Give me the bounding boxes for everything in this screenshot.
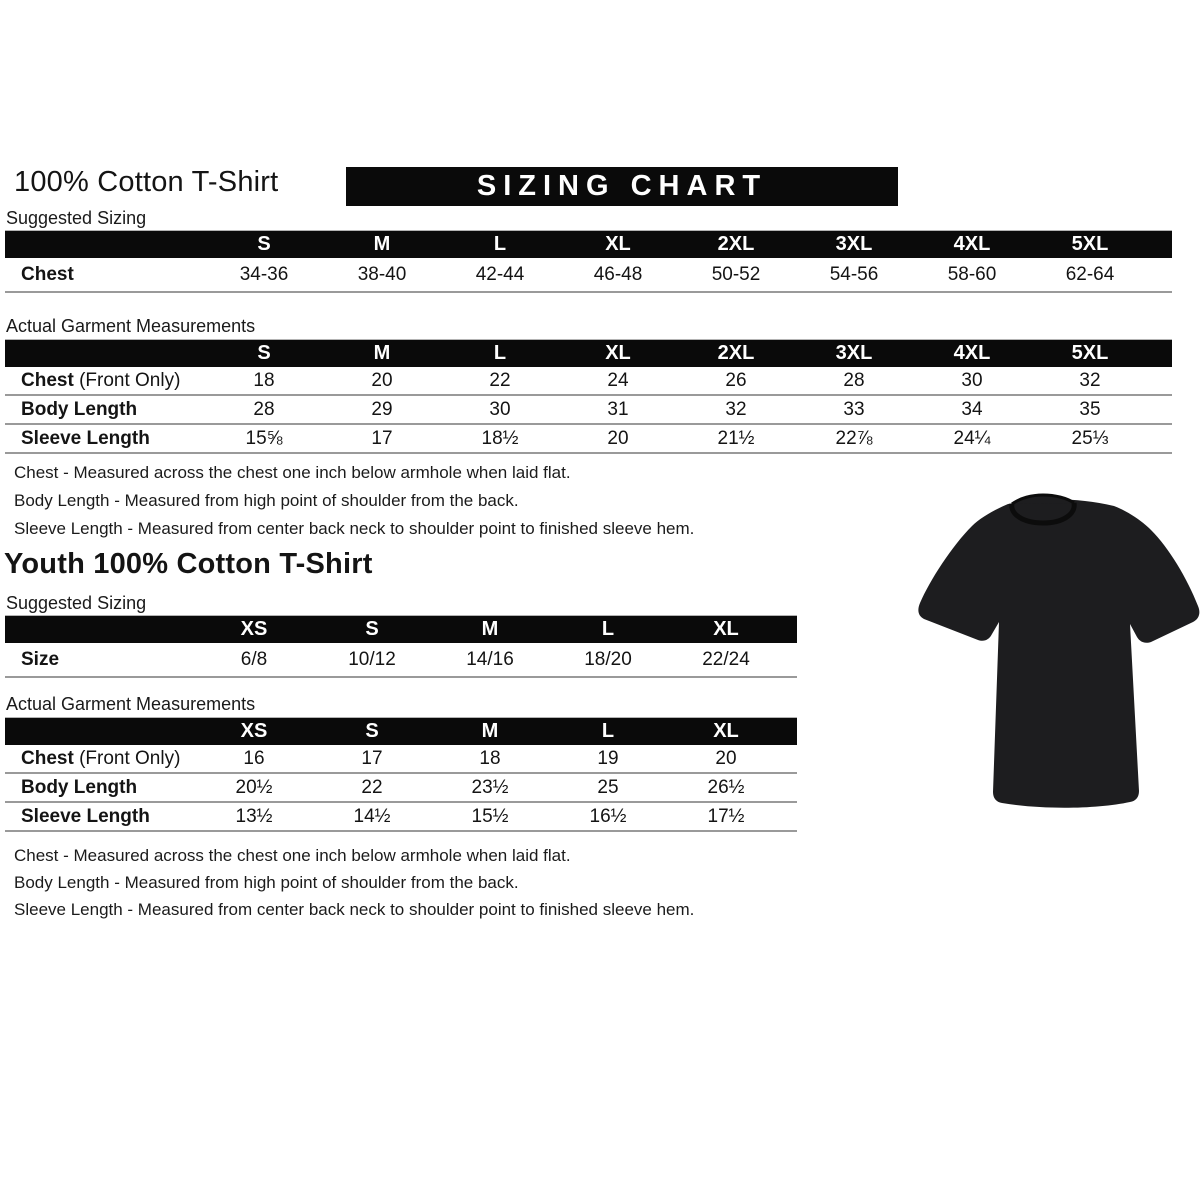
cell: 10/12 bbox=[348, 648, 396, 670]
table-row bbox=[5, 643, 797, 678]
table-header-row bbox=[5, 717, 797, 745]
cell: 20 bbox=[371, 369, 393, 391]
youth-actual-table bbox=[5, 717, 797, 832]
column-header: 2XL bbox=[717, 342, 755, 364]
cell: 18/20 bbox=[584, 648, 632, 670]
column-header: XL bbox=[605, 342, 631, 364]
note-sleeve-length: Sleeve Length - Measured from center back neck to shoulder point to finished sleeve hem. bbox=[14, 519, 695, 538]
cell: 24 bbox=[607, 369, 629, 391]
adult-suggested-label: Suggested Sizing bbox=[6, 208, 147, 228]
cell: 26½ bbox=[707, 776, 745, 798]
cell: 22 bbox=[489, 369, 511, 391]
cell: 29 bbox=[371, 398, 393, 420]
adult-actual-label: Actual Garment Measurements bbox=[6, 316, 256, 336]
table-row bbox=[5, 367, 1172, 396]
cell: 32 bbox=[1079, 369, 1101, 391]
table-row bbox=[5, 745, 797, 774]
cell: 31 bbox=[607, 398, 629, 420]
column-header: 5XL bbox=[1071, 233, 1109, 255]
adult-actual-table bbox=[5, 339, 1172, 454]
cell: 28 bbox=[253, 398, 275, 420]
column-header: XS bbox=[240, 720, 268, 742]
column-header: S bbox=[257, 342, 271, 364]
table-row bbox=[5, 258, 1172, 293]
cell: 21½ bbox=[717, 427, 755, 449]
column-header: S bbox=[365, 720, 379, 742]
row-label: Body Length bbox=[21, 398, 138, 420]
cell: 32 bbox=[725, 398, 747, 420]
note-chest: Chest - Measured across the chest one inch below armhole when laid flat. bbox=[14, 846, 571, 865]
cell: 50-52 bbox=[711, 263, 761, 285]
cell: 6/8 bbox=[240, 648, 268, 670]
table-header-row bbox=[5, 230, 1172, 258]
youth-suggested-label: Suggested Sizing bbox=[6, 593, 147, 613]
table-row bbox=[5, 774, 797, 803]
adult-suggested-table bbox=[5, 230, 1172, 293]
cell: 42-44 bbox=[475, 263, 525, 285]
table-row bbox=[5, 425, 1172, 454]
cell: 54-56 bbox=[829, 263, 879, 285]
cell: 20 bbox=[715, 747, 737, 769]
row-label: Chest (Front Only) bbox=[21, 369, 181, 391]
cell: 58-60 bbox=[947, 263, 997, 285]
column-header: 3XL bbox=[835, 233, 873, 255]
column-header: XL bbox=[713, 618, 739, 640]
row-label: Sleeve Length bbox=[21, 805, 150, 827]
cell: 20½ bbox=[235, 776, 273, 798]
cell: 34-36 bbox=[239, 263, 289, 285]
sizing-chart-banner: SIZING CHART bbox=[346, 167, 898, 206]
cell: 34 bbox=[961, 398, 983, 420]
cell: 30 bbox=[489, 398, 511, 420]
cell: 14½ bbox=[353, 805, 391, 827]
column-header: M bbox=[373, 342, 391, 364]
column-header: 4XL bbox=[953, 233, 991, 255]
column-header: 5XL bbox=[1071, 342, 1109, 364]
column-header: S bbox=[365, 618, 379, 640]
cell: 46-48 bbox=[593, 263, 643, 285]
cell: 18 bbox=[253, 369, 275, 391]
column-header: XS bbox=[240, 618, 268, 640]
column-header: L bbox=[493, 233, 507, 255]
cell: 17 bbox=[371, 427, 393, 449]
table-header-row bbox=[5, 339, 1172, 367]
row-label: Chest (Front Only) bbox=[21, 747, 181, 769]
cell: 14/16 bbox=[466, 648, 514, 670]
cell: 20 bbox=[607, 427, 629, 449]
column-header: 2XL bbox=[717, 233, 755, 255]
note-sleeve-length: Sleeve Length - Measured from center back neck to shoulder point to finished sleeve hem. bbox=[14, 900, 695, 919]
column-header: L bbox=[601, 720, 615, 742]
column-header: M bbox=[481, 720, 499, 742]
note-chest: Chest - Measured across the chest one inch below armhole when laid flat. bbox=[14, 463, 571, 482]
tshirt-photo bbox=[880, 468, 1200, 828]
cell: 15⅝ bbox=[245, 427, 283, 449]
page-title: 100% Cotton T-Shirt bbox=[14, 166, 279, 198]
cell: 18½ bbox=[481, 427, 519, 449]
cell: 13½ bbox=[235, 805, 273, 827]
table-header-row bbox=[5, 615, 797, 643]
cell: 17½ bbox=[707, 805, 745, 827]
column-header: L bbox=[601, 618, 615, 640]
table-row bbox=[5, 803, 797, 832]
column-header: M bbox=[481, 618, 499, 640]
cell: 16½ bbox=[589, 805, 627, 827]
column-header: 4XL bbox=[953, 342, 991, 364]
cell: 16 bbox=[243, 747, 265, 769]
cell: 17 bbox=[361, 747, 383, 769]
cell: 62-64 bbox=[1065, 263, 1115, 285]
row-label: Chest bbox=[21, 263, 74, 285]
cell: 35 bbox=[1079, 398, 1101, 420]
cell: 22⅞ bbox=[835, 427, 873, 449]
tshirt-silhouette-icon bbox=[880, 468, 1200, 828]
cell: 23½ bbox=[471, 776, 509, 798]
cell: 26 bbox=[725, 369, 747, 391]
cell: 25 bbox=[597, 776, 619, 798]
cell: 28 bbox=[843, 369, 865, 391]
row-label: Size bbox=[21, 648, 60, 670]
youth-title: Youth 100% Cotton T-Shirt bbox=[4, 548, 373, 580]
column-header: 3XL bbox=[835, 342, 873, 364]
column-header: M bbox=[373, 233, 391, 255]
cell: 38-40 bbox=[357, 263, 407, 285]
cell: 30 bbox=[961, 369, 983, 391]
cell: 18 bbox=[479, 747, 501, 769]
column-header: S bbox=[257, 233, 271, 255]
column-header: L bbox=[493, 342, 507, 364]
note-body-length: Body Length - Measured from high point of shoulder from the back. bbox=[14, 491, 519, 510]
cell: 25⅓ bbox=[1071, 427, 1109, 449]
row-label: Body Length bbox=[21, 776, 138, 798]
column-header: XL bbox=[713, 720, 739, 742]
cell: 22 bbox=[361, 776, 383, 798]
cell: 19 bbox=[597, 747, 619, 769]
table-row bbox=[5, 396, 1172, 425]
row-label: Sleeve Length bbox=[21, 427, 150, 449]
cell: 15½ bbox=[471, 805, 509, 827]
column-header: XL bbox=[605, 233, 631, 255]
youth-suggested-table bbox=[5, 615, 797, 678]
cell: 24¼ bbox=[953, 427, 991, 449]
cell: 33 bbox=[843, 398, 865, 420]
youth-actual-label: Actual Garment Measurements bbox=[6, 694, 256, 714]
cell: 22/24 bbox=[702, 648, 750, 670]
note-body-length: Body Length - Measured from high point of shoulder from the back. bbox=[14, 873, 519, 892]
